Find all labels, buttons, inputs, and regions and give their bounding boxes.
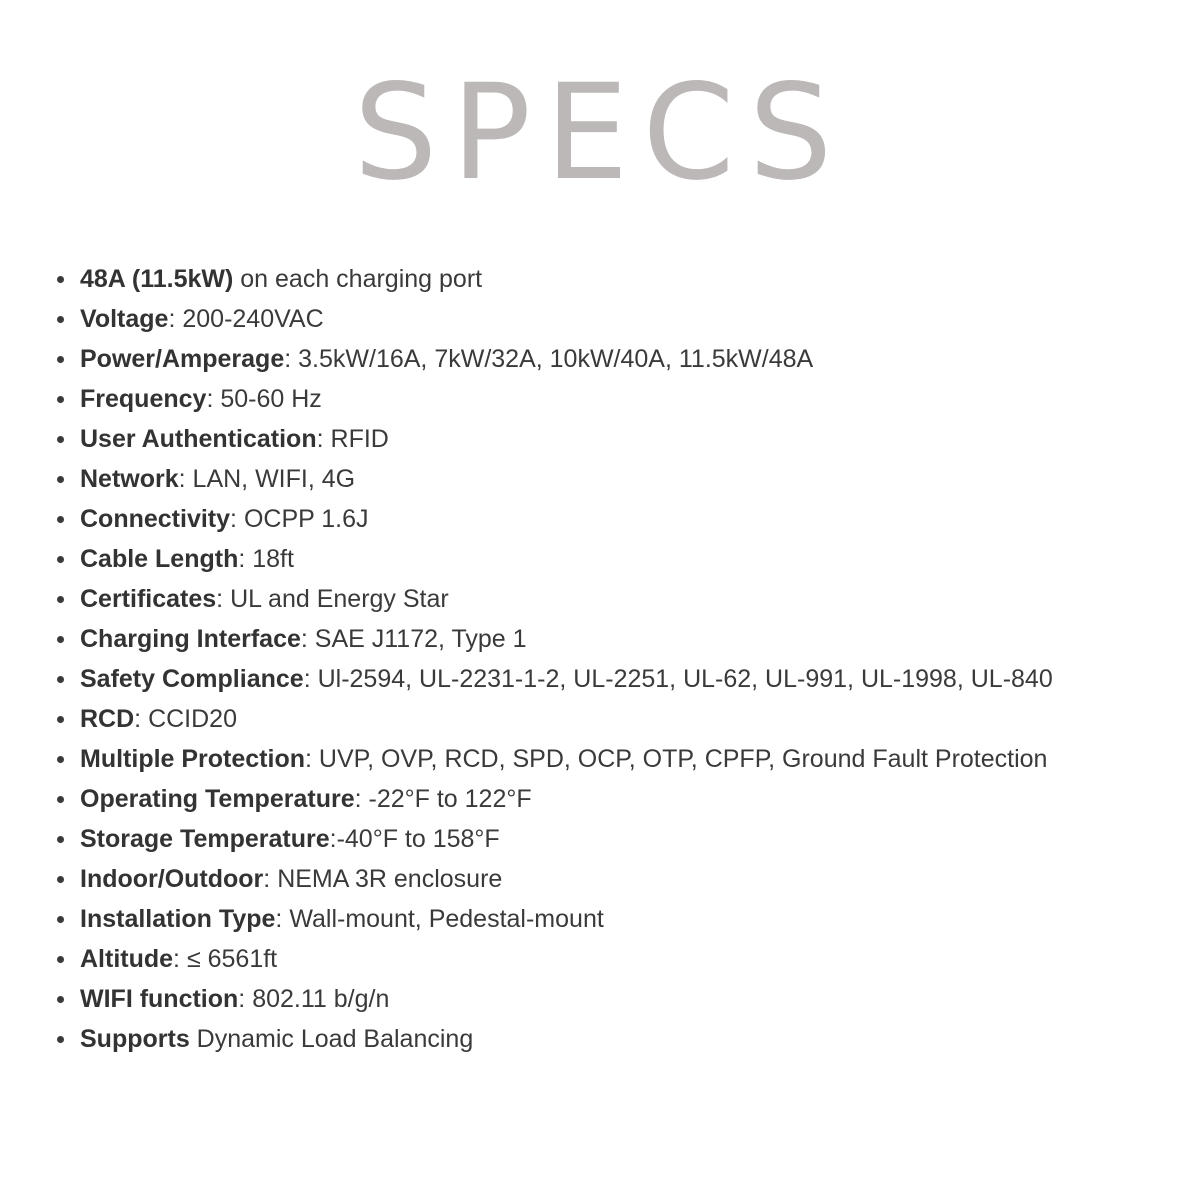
- spec-item-installation-type: [0, 899, 1200, 939]
- spec-separator: :: [305, 745, 319, 773]
- spec-value: -40°F to 158°F: [336, 825, 500, 853]
- spec-separator: :: [354, 785, 369, 813]
- spec-separator: :: [238, 985, 253, 1013]
- bullet-icon: [57, 276, 64, 283]
- spec-value: Dynamic Load Balancing: [196, 1025, 474, 1053]
- spec-key: User Authentication: [80, 425, 317, 453]
- spec-separator: :: [206, 385, 221, 413]
- bullet-icon: [57, 556, 64, 563]
- spec-separator: :: [300, 625, 315, 653]
- spec-list: [0, 259, 1200, 1059]
- spec-separator: :: [168, 305, 183, 333]
- spec-value: 3.5kW/16A, 7kW/32A, 10kW/40A, 11.5kW/48A: [298, 345, 814, 373]
- bullet-icon: [57, 996, 64, 1003]
- spec-separator: :: [238, 545, 253, 573]
- spec-key: Frequency: [80, 385, 207, 413]
- spec-value: RFID: [330, 425, 389, 453]
- spec-key: Network: [80, 465, 179, 493]
- spec-item-storage-temperature: [0, 819, 1200, 859]
- spec-separator: :: [230, 505, 244, 533]
- spec-item-certificates: [0, 579, 1200, 619]
- spec-item-operating-temperature: [0, 779, 1200, 819]
- spec-value: 18ft: [252, 545, 294, 573]
- spec-key: Altitude: [80, 945, 174, 973]
- spec-value: 200-240VAC: [182, 305, 324, 333]
- spec-key: WIFI function: [80, 985, 239, 1013]
- bullet-icon: [57, 676, 64, 683]
- bullet-icon: [57, 596, 64, 603]
- spec-key: Indoor/Outdoor: [80, 865, 264, 893]
- spec-key: Safety Compliance: [80, 665, 304, 693]
- bullet-icon: [57, 516, 64, 523]
- bullet-icon: [57, 1036, 64, 1043]
- bullet-icon: [57, 356, 64, 363]
- spec-item-frequency: [0, 379, 1200, 419]
- spec-item-power-amperage: [0, 339, 1200, 379]
- spec-separator: :: [303, 665, 318, 693]
- spec-item-network: [0, 459, 1200, 499]
- spec-value: UL and Energy Star: [230, 585, 449, 613]
- spec-item-charging-interface: [0, 619, 1200, 659]
- spec-value: LAN, WIFI, 4G: [192, 465, 356, 493]
- spec-value: 50-60 Hz: [220, 385, 322, 413]
- spec-value: Ul-2594, UL-2231-1-2, UL-2251, UL-62, UL-991, UL-1998, UL-840: [317, 665, 1053, 693]
- spec-key: Operating Temperature: [80, 785, 355, 813]
- spec-value: CCID20: [148, 705, 237, 733]
- spec-separator: :: [275, 905, 290, 933]
- spec-key: Multiple Protection: [80, 745, 305, 773]
- spec-item-safety-compliance: [0, 659, 1200, 699]
- spec-key: Certificates: [80, 585, 217, 613]
- spec-value: 802.11 b/g/n: [252, 985, 390, 1013]
- spec-key: Charging Interface: [80, 625, 301, 653]
- spec-key: Storage Temperature: [80, 825, 330, 853]
- spec-item-voltage: [0, 299, 1200, 339]
- spec-item-altitude: [0, 939, 1200, 979]
- page-title: SPECS: [353, 56, 847, 210]
- spec-item-load-balancing: [0, 1019, 1200, 1059]
- spec-key: Cable Length: [80, 545, 239, 573]
- spec-value: Wall-mount, Pedestal-mount: [289, 905, 604, 933]
- spec-key: Connectivity: [80, 505, 231, 533]
- spec-value: UVP, OVP, RCD, SPD, OCP, OTP, CPFP, Ground Fault Protection: [318, 745, 1048, 773]
- spec-separator: :: [284, 345, 299, 373]
- spec-separator: :: [134, 705, 149, 733]
- bullet-icon: [57, 636, 64, 643]
- bullet-icon: [57, 716, 64, 723]
- bullet-icon: [57, 876, 64, 883]
- spec-item-user-authentication: [0, 419, 1200, 459]
- spec-item-cable-length: [0, 539, 1200, 579]
- bullet-icon: [57, 316, 64, 323]
- bullet-icon: [57, 796, 64, 803]
- spec-key: Power/Amperage: [80, 345, 285, 373]
- bullet-icon: [57, 396, 64, 403]
- spec-item-connectivity: [0, 499, 1200, 539]
- spec-key: Installation Type: [80, 905, 276, 933]
- spec-separator: [190, 1025, 197, 1053]
- spec-separator: :: [216, 585, 231, 613]
- spec-value: -22°F to 122°F: [368, 785, 532, 813]
- bullet-icon: [57, 436, 64, 443]
- spec-value: ≤ 6561ft: [186, 945, 278, 973]
- spec-value: SAE J1172, Type 1: [314, 625, 527, 653]
- spec-separator: :: [173, 945, 187, 973]
- spec-item-rcd: [0, 699, 1200, 739]
- spec-value: OCPP 1.6J: [243, 505, 369, 533]
- bullet-icon: [57, 956, 64, 963]
- spec-item-wifi-function: [0, 979, 1200, 1019]
- spec-separator: :: [316, 425, 331, 453]
- spec-value: NEMA 3R enclosure: [277, 865, 503, 893]
- spec-separator: :: [329, 825, 337, 853]
- spec-key: 48A (11.5kW): [80, 265, 234, 293]
- spec-item-indoor-outdoor: [0, 859, 1200, 899]
- bullet-icon: [57, 916, 64, 923]
- bullet-icon: [57, 756, 64, 763]
- spec-value: on each charging port: [240, 265, 483, 293]
- spec-item-multiple-protection: [0, 739, 1200, 779]
- spec-separator: :: [178, 465, 193, 493]
- spec-separator: :: [263, 865, 278, 893]
- spec-key: RCD: [80, 705, 135, 733]
- bullet-icon: [57, 476, 64, 483]
- spec-key: Supports: [80, 1025, 190, 1053]
- spec-item-current: [0, 259, 1200, 299]
- spec-key: Voltage: [80, 305, 169, 333]
- bullet-icon: [57, 836, 64, 843]
